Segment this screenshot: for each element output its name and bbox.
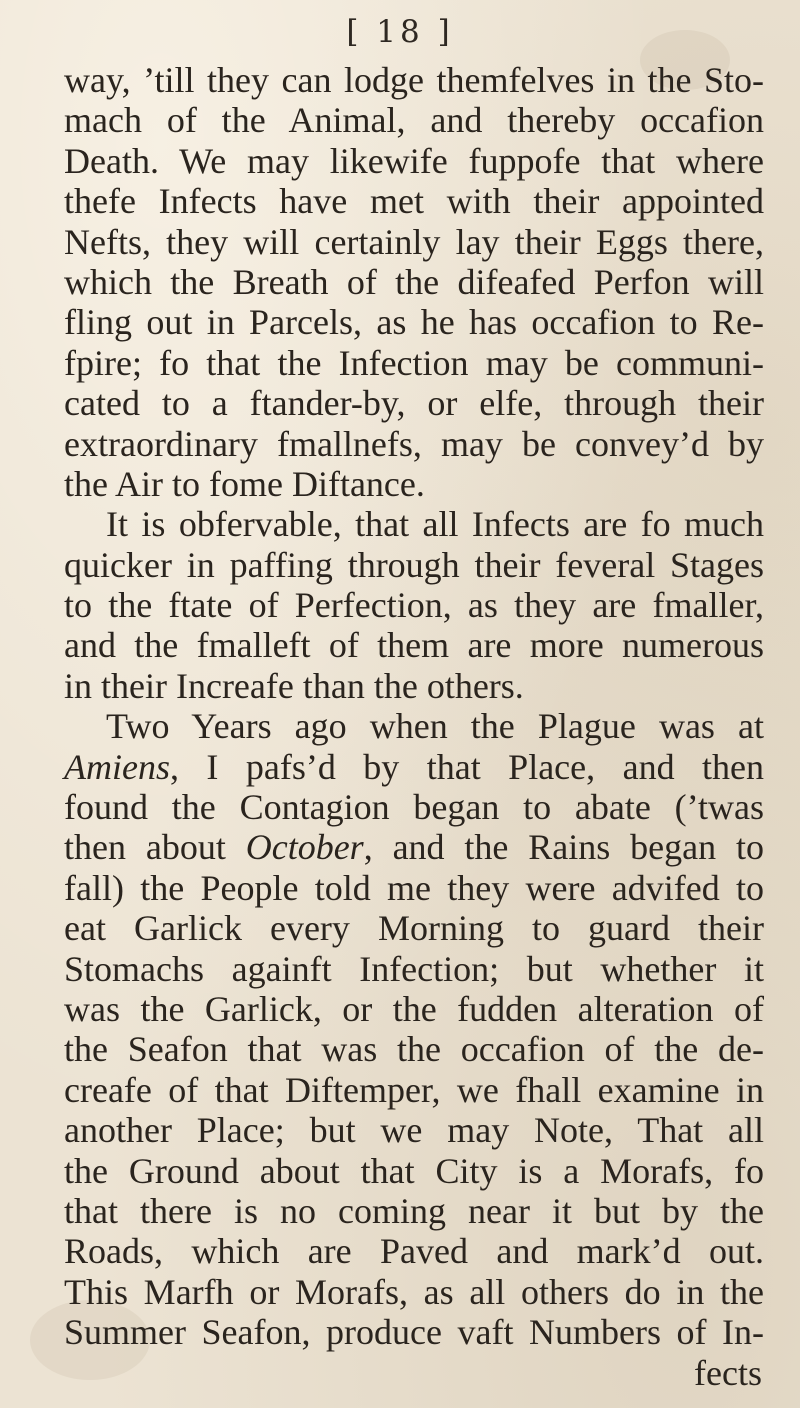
text-line: [64, 1272, 764, 1312]
catchword: fects: [694, 1352, 762, 1393]
text-segment: It is obfervable, that all Infects are fo much: [106, 504, 764, 545]
text-segment: and the fmalleft of them are more numerous: [64, 625, 764, 666]
text-segment: cated to a ftander-by, or elfe, through their: [64, 383, 764, 424]
text-segment: to the ftate of Perfection, as they are fmaller,: [64, 585, 764, 626]
text-segment: that there is no coming near it but by the: [64, 1190, 764, 1231]
text-line: [64, 1110, 764, 1150]
text-line: [64, 383, 764, 423]
text-segment: Death. We may likewife fuppofe that where: [64, 140, 764, 181]
text-line: [64, 747, 764, 787]
text-line: [64, 949, 764, 989]
text-segment: quicker in paffing through their feveral Stages: [64, 544, 764, 585]
italic-text: October: [245, 827, 364, 868]
text-line: [64, 60, 764, 100]
text-line: [64, 585, 764, 625]
text-segment: Roads, which are Paved and mark’d out.: [64, 1231, 764, 1272]
text-segment: , and the Rains began to: [363, 827, 764, 868]
text-segment: fpire; fo that the Infection may be communi-: [64, 342, 764, 383]
text-segment: the Seafon that was the occafion of the de-: [64, 1029, 764, 1070]
text-segment: in their Increafe than the others.: [64, 665, 524, 706]
text-line: [64, 666, 764, 706]
text-segment: Stomachs againft Infection; but whether it: [64, 948, 764, 989]
text-segment: the Air to fome Diftance.: [64, 463, 425, 504]
text-segment: extraordinary fmallnefs, may be convey’d by: [64, 423, 764, 464]
text-line: [64, 1231, 764, 1271]
text-segment: Two Years ago when the Plague was at: [106, 706, 764, 747]
text-segment: Nefts, they will certainly lay their Eggs there,: [64, 221, 764, 262]
text-segment: creafe of that Diftemper, we fhall examine in: [64, 1069, 764, 1110]
text-line: [64, 222, 764, 262]
text-line: [64, 141, 764, 181]
text-segment: way, ’till they can lodge themfelves in the Sto-: [64, 60, 764, 100]
italic-text: Amiens: [64, 746, 170, 787]
text-line: [64, 706, 764, 746]
text-segment: , I pafs’d by that Place, and then: [169, 746, 764, 787]
text-line: [64, 1151, 764, 1191]
page-number: [ 18 ]: [346, 14, 454, 50]
text-line: [64, 545, 764, 585]
text-line: [64, 1029, 764, 1069]
text-line: [64, 343, 764, 383]
text-line: [64, 868, 764, 908]
text-line: [64, 989, 764, 1029]
text-line: [64, 504, 764, 544]
text-line: [64, 787, 764, 827]
text-line: [64, 181, 764, 221]
text-segment: mach of the Animal, and thereby occafion: [64, 100, 764, 141]
text-line: [64, 1070, 764, 1110]
text-segment: another Place; but we may Note, That all: [64, 1110, 764, 1151]
text-segment: fall) the People told me they were advifed to: [64, 867, 764, 908]
text-segment: fling out in Parcels, as he has occafion to Re-: [64, 302, 764, 343]
text-line: [64, 302, 764, 342]
text-segment: found the Contagion began to abate (’twas: [64, 787, 764, 828]
text-segment: then about: [64, 827, 246, 868]
text-segment: the Ground about that City is a Morafs, fo: [64, 1150, 764, 1191]
text-segment: was the Garlick, or the fudden alteration of: [64, 988, 764, 1029]
text-line: [64, 1312, 764, 1352]
text-line: [64, 1191, 764, 1231]
text-segment: eat Garlick every Morning to guard their: [64, 908, 764, 949]
body-text: [64, 60, 764, 1393]
text-line: [64, 908, 764, 948]
text-line: [64, 424, 764, 464]
text-segment: which the Breath of the difeafed Perfon will: [64, 261, 764, 302]
text-line: [64, 262, 764, 302]
text-segment: Summer Seafon, produce vaft Numbers of In-: [64, 1312, 764, 1353]
text-line: [64, 827, 764, 867]
text-line: [64, 464, 764, 504]
text-segment: thefe Infects have met with their appointed: [64, 181, 764, 222]
text-line: [64, 625, 764, 665]
text-segment: This Marfh or Morafs, as all others do in the: [64, 1271, 764, 1312]
text-line: [64, 100, 764, 140]
